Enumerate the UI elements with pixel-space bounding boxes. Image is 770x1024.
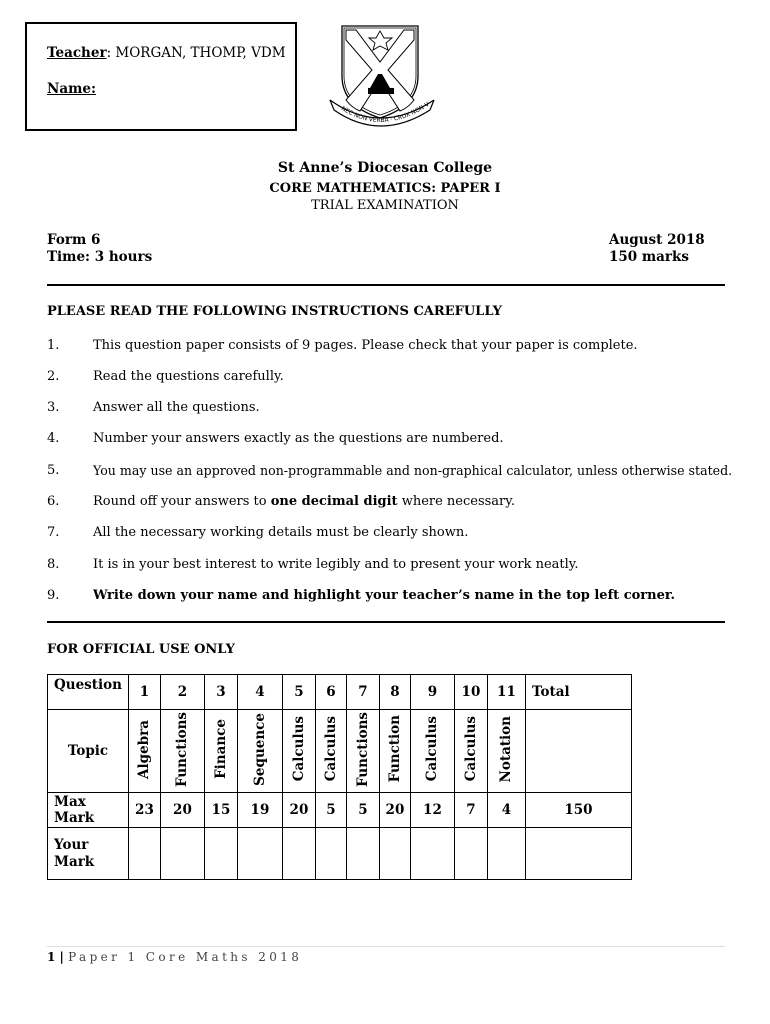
question-number: 3 xyxy=(204,675,237,710)
instruction-number: 3. xyxy=(47,400,60,415)
instruction-text-part: Round off your answers to xyxy=(93,494,271,509)
instruction-text xyxy=(93,494,515,509)
instruction-text: This question paper consists of 9 pages. Please check that your paper is complete. xyxy=(93,338,638,353)
topic-row xyxy=(48,710,632,793)
instruction-text-emphasis: one decimal digit xyxy=(270,494,398,509)
page-number: 1 xyxy=(47,950,56,964)
your-mark-cell xyxy=(237,828,282,880)
topic-cell: Calculus xyxy=(322,716,339,782)
your-mark-row xyxy=(48,828,632,880)
max-mark-cell: 20 xyxy=(282,793,315,828)
instruction-text: You may use an approved non-programmable and non-graphical calculator, unless otherwise stated. xyxy=(93,463,733,478)
topic-cell: Calculus xyxy=(424,716,441,782)
instruction-number: 1. xyxy=(47,338,60,353)
topic-cell: Calculus xyxy=(462,716,479,782)
divider xyxy=(47,621,725,623)
your-mark-cell xyxy=(315,828,346,880)
name-label: Name: xyxy=(47,81,96,97)
topic-cell: Function xyxy=(386,715,403,783)
max-mark-cell: 12 xyxy=(410,793,454,828)
question-number: 2 xyxy=(160,675,204,710)
question-number: 11 xyxy=(487,675,525,710)
max-mark-header: Max Mark xyxy=(48,793,129,828)
teacher-name-box xyxy=(25,22,297,131)
instruction-text: Answer all the questions. xyxy=(93,400,260,415)
question-row xyxy=(48,675,632,710)
footer-text: Paper 1 Core Maths 2018 xyxy=(68,950,303,964)
school-crest-logo xyxy=(322,18,442,130)
question-number: 9 xyxy=(410,675,454,710)
topic-cell: Sequence xyxy=(251,712,268,786)
teacher-value: : MORGAN, THOMP, VDM xyxy=(106,45,286,61)
time-label: Time: 3 hours xyxy=(47,249,153,265)
instruction-number: 9. xyxy=(47,588,60,603)
instructions-heading: PLEASE READ THE FOLLOWING INSTRUCTIONS CAREFULLY xyxy=(47,304,502,319)
max-mark-cell: 5 xyxy=(346,793,379,828)
your-mark-cell xyxy=(487,828,525,880)
your-mark-cell xyxy=(379,828,410,880)
total-header: Total xyxy=(525,675,631,710)
footer-separator: | xyxy=(55,950,69,964)
topic-cell: Algebra xyxy=(136,719,153,779)
instruction-text: Number your answers exactly as the questions are numbered. xyxy=(93,431,504,446)
question-number: 8 xyxy=(379,675,410,710)
total-topic-cell xyxy=(525,710,631,793)
official-marks-table xyxy=(47,674,632,880)
page-footer xyxy=(47,950,302,964)
your-mark-header: Your Mark xyxy=(48,828,129,880)
form-label: Form 6 xyxy=(47,232,101,248)
your-mark-cell xyxy=(282,828,315,880)
exam-title: TRIAL EXAMINATION xyxy=(311,198,459,213)
your-mark-cell xyxy=(454,828,487,880)
official-use-heading: FOR OFFICIAL USE ONLY xyxy=(47,642,235,657)
instruction-number: 7. xyxy=(47,525,60,540)
teacher-label: Teacher xyxy=(47,45,107,61)
paper-title: CORE MATHEMATICS: PAPER I xyxy=(269,181,501,196)
max-mark-cell: 4 xyxy=(487,793,525,828)
question-number: 1 xyxy=(128,675,160,710)
question-number: 5 xyxy=(282,675,315,710)
question-header: Question xyxy=(48,675,129,710)
max-mark-cell: 20 xyxy=(160,793,204,828)
your-mark-cell xyxy=(160,828,204,880)
topic-header: Topic xyxy=(48,710,129,793)
question-number: 7 xyxy=(346,675,379,710)
date-label: August 2018 xyxy=(609,232,705,248)
total-max-mark: 150 xyxy=(525,793,631,828)
school-name: St Anne’s Diocesan College xyxy=(277,160,493,176)
topic-cell: Functions xyxy=(174,711,191,787)
instruction-text-part: where necessary. xyxy=(397,494,516,509)
instruction-number: 6. xyxy=(47,494,60,509)
instruction-text: It is in your best interest to write legibly and to present your work neatly. xyxy=(93,557,579,572)
divider xyxy=(47,284,725,286)
max-mark-row xyxy=(48,793,632,828)
instruction-number: 4. xyxy=(47,431,60,446)
max-mark-cell: 20 xyxy=(379,793,410,828)
max-mark-cell: 15 xyxy=(204,793,237,828)
max-mark-cell: 7 xyxy=(454,793,487,828)
max-mark-cell: 5 xyxy=(315,793,346,828)
question-number: 6 xyxy=(315,675,346,710)
your-mark-cell xyxy=(346,828,379,880)
instruction-number: 8. xyxy=(47,557,60,572)
total-your-mark xyxy=(525,828,631,880)
footer-divider xyxy=(47,946,725,947)
topic-cell: Notation xyxy=(498,715,515,783)
instruction-text: Write down your name and highlight your teacher’s name in the top left corner. xyxy=(93,588,676,603)
crest-motto: NEC NON VERBA · CRUX NON V xyxy=(339,100,431,125)
teacher-line xyxy=(47,45,286,61)
marks-label: 150 marks xyxy=(609,249,689,265)
your-mark-cell xyxy=(204,828,237,880)
max-mark-cell: 19 xyxy=(237,793,282,828)
topic-cell: Finance xyxy=(212,719,229,779)
your-mark-cell xyxy=(410,828,454,880)
question-number: 4 xyxy=(237,675,282,710)
instruction-text: Read the questions carefully. xyxy=(93,369,284,384)
your-mark-cell xyxy=(128,828,160,880)
instruction-text: All the necessary working details must be clearly shown. xyxy=(93,525,469,540)
topic-cell: Calculus xyxy=(290,716,307,782)
question-number: 10 xyxy=(454,675,487,710)
instruction-number: 2. xyxy=(47,369,60,384)
max-mark-cell: 23 xyxy=(128,793,160,828)
instruction-number: 5. xyxy=(47,463,60,478)
topic-cell: Functions xyxy=(354,711,371,787)
